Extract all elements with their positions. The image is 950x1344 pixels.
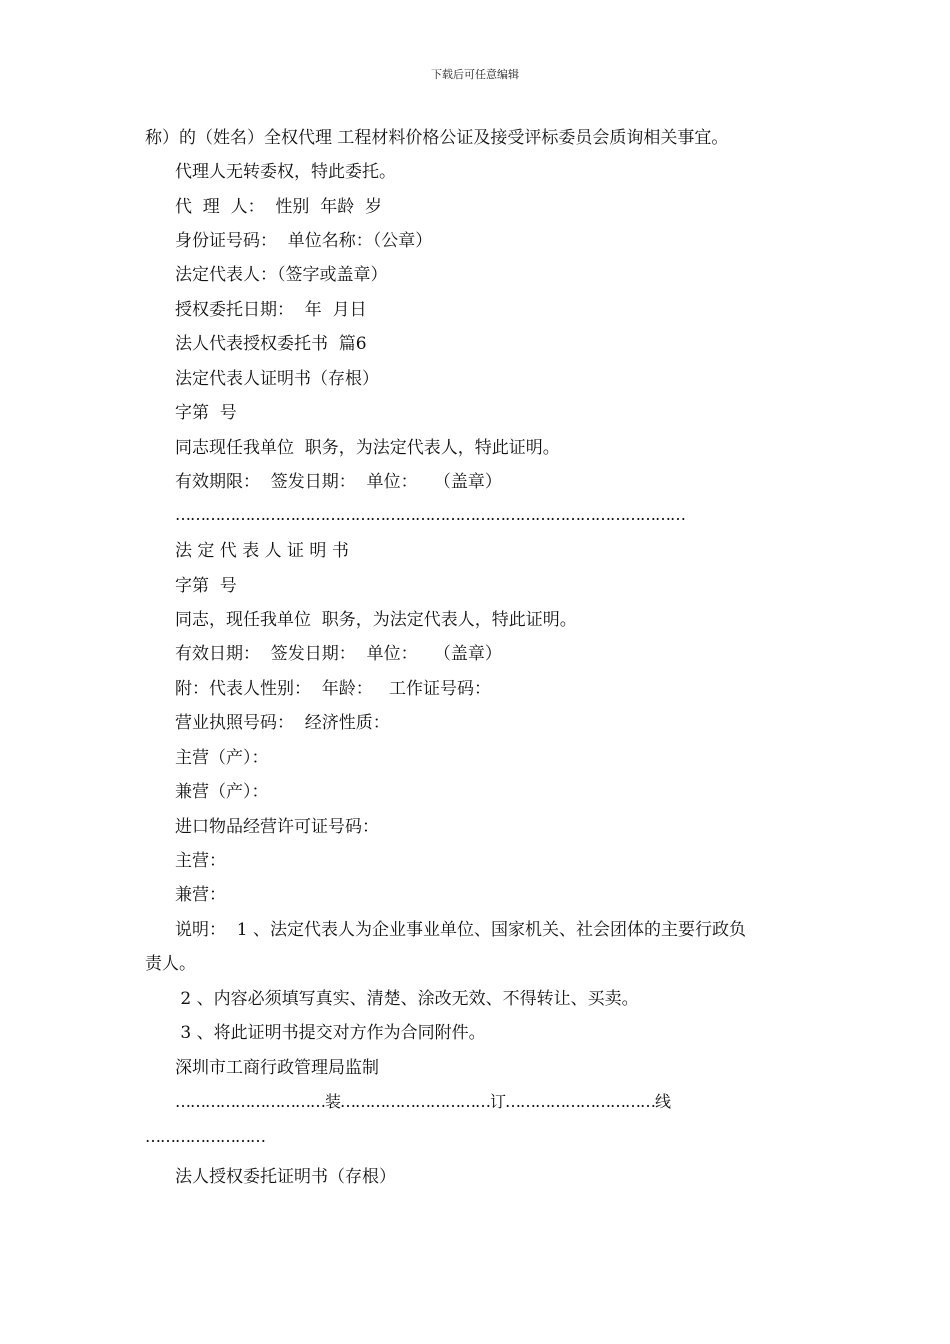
note-line: 2 、内容必须填写真实、清楚、涂改无效、不得转让、买卖。	[175, 989, 639, 1009]
body-line: 同志，现任我单位 职务，为法定代表人，特此证明。	[175, 610, 577, 630]
body-line: 进口物品经营许可证号码：	[175, 817, 379, 837]
body-line: 主营：	[175, 851, 226, 871]
body-line: 同志现任我单位 职务，为法定代表人，特此证明。	[175, 438, 560, 458]
body-line: 授权委托日期： 年 月日	[175, 300, 367, 320]
binding-line-continued: ……………………	[145, 1127, 265, 1146]
body-line: 兼营：	[175, 885, 226, 905]
body-line: 称）的（姓名）全权代理 工程材料价格公证及接受评标委员会质询相关事宜。	[145, 128, 729, 148]
body-line: 代理人无转委权，特此委托。	[175, 162, 396, 182]
body-line: 主营（产）：	[175, 748, 269, 768]
page-header: 下载后可任意编辑	[431, 68, 519, 81]
body-line: 法定代表人：（签字或盖章）	[175, 265, 388, 285]
body-line: 有效日期： 签发日期： 单位： （盖章）	[175, 644, 502, 664]
body-line: 营业执照号码： 经济性质：	[175, 713, 390, 733]
section-title: 法人代表授权委托书 篇6	[175, 334, 367, 354]
body-line: 有效期限： 签发日期： 单位： （盖章）	[175, 472, 502, 492]
binding-line: …………………………装…………………………订…………………………线	[175, 1092, 671, 1111]
body-line: 身份证号码： 单位名称：（公章）	[175, 231, 433, 251]
body-line: 字第 号	[175, 403, 237, 423]
body-line: 代 理 人： 性别 年龄 岁	[175, 197, 383, 217]
body-line: 法定代表人证明书（存根）	[175, 369, 379, 389]
note-line: 3 、将此证明书提交对方作为合同附件。	[175, 1023, 486, 1043]
body-line: 兼营（产）：	[175, 782, 269, 802]
dotted-separator: …………………………………………………………………………………………	[175, 505, 685, 524]
section-title: 法人授权委托证明书（存根）	[175, 1167, 396, 1187]
body-line: 字第 号	[175, 576, 237, 596]
note-line: 责人。	[145, 954, 196, 974]
issuer-line: 深圳市工商行政管理局监制	[175, 1058, 379, 1078]
note-line: 说明： 1 、法定代表人为企业事业单位、国家机关、社会团体的主要行政负	[175, 920, 747, 940]
certificate-title: 法 定 代 表 人 证 明 书	[175, 541, 349, 561]
body-line: 附：代表人性别： 年龄： 工作证号码：	[175, 679, 492, 699]
